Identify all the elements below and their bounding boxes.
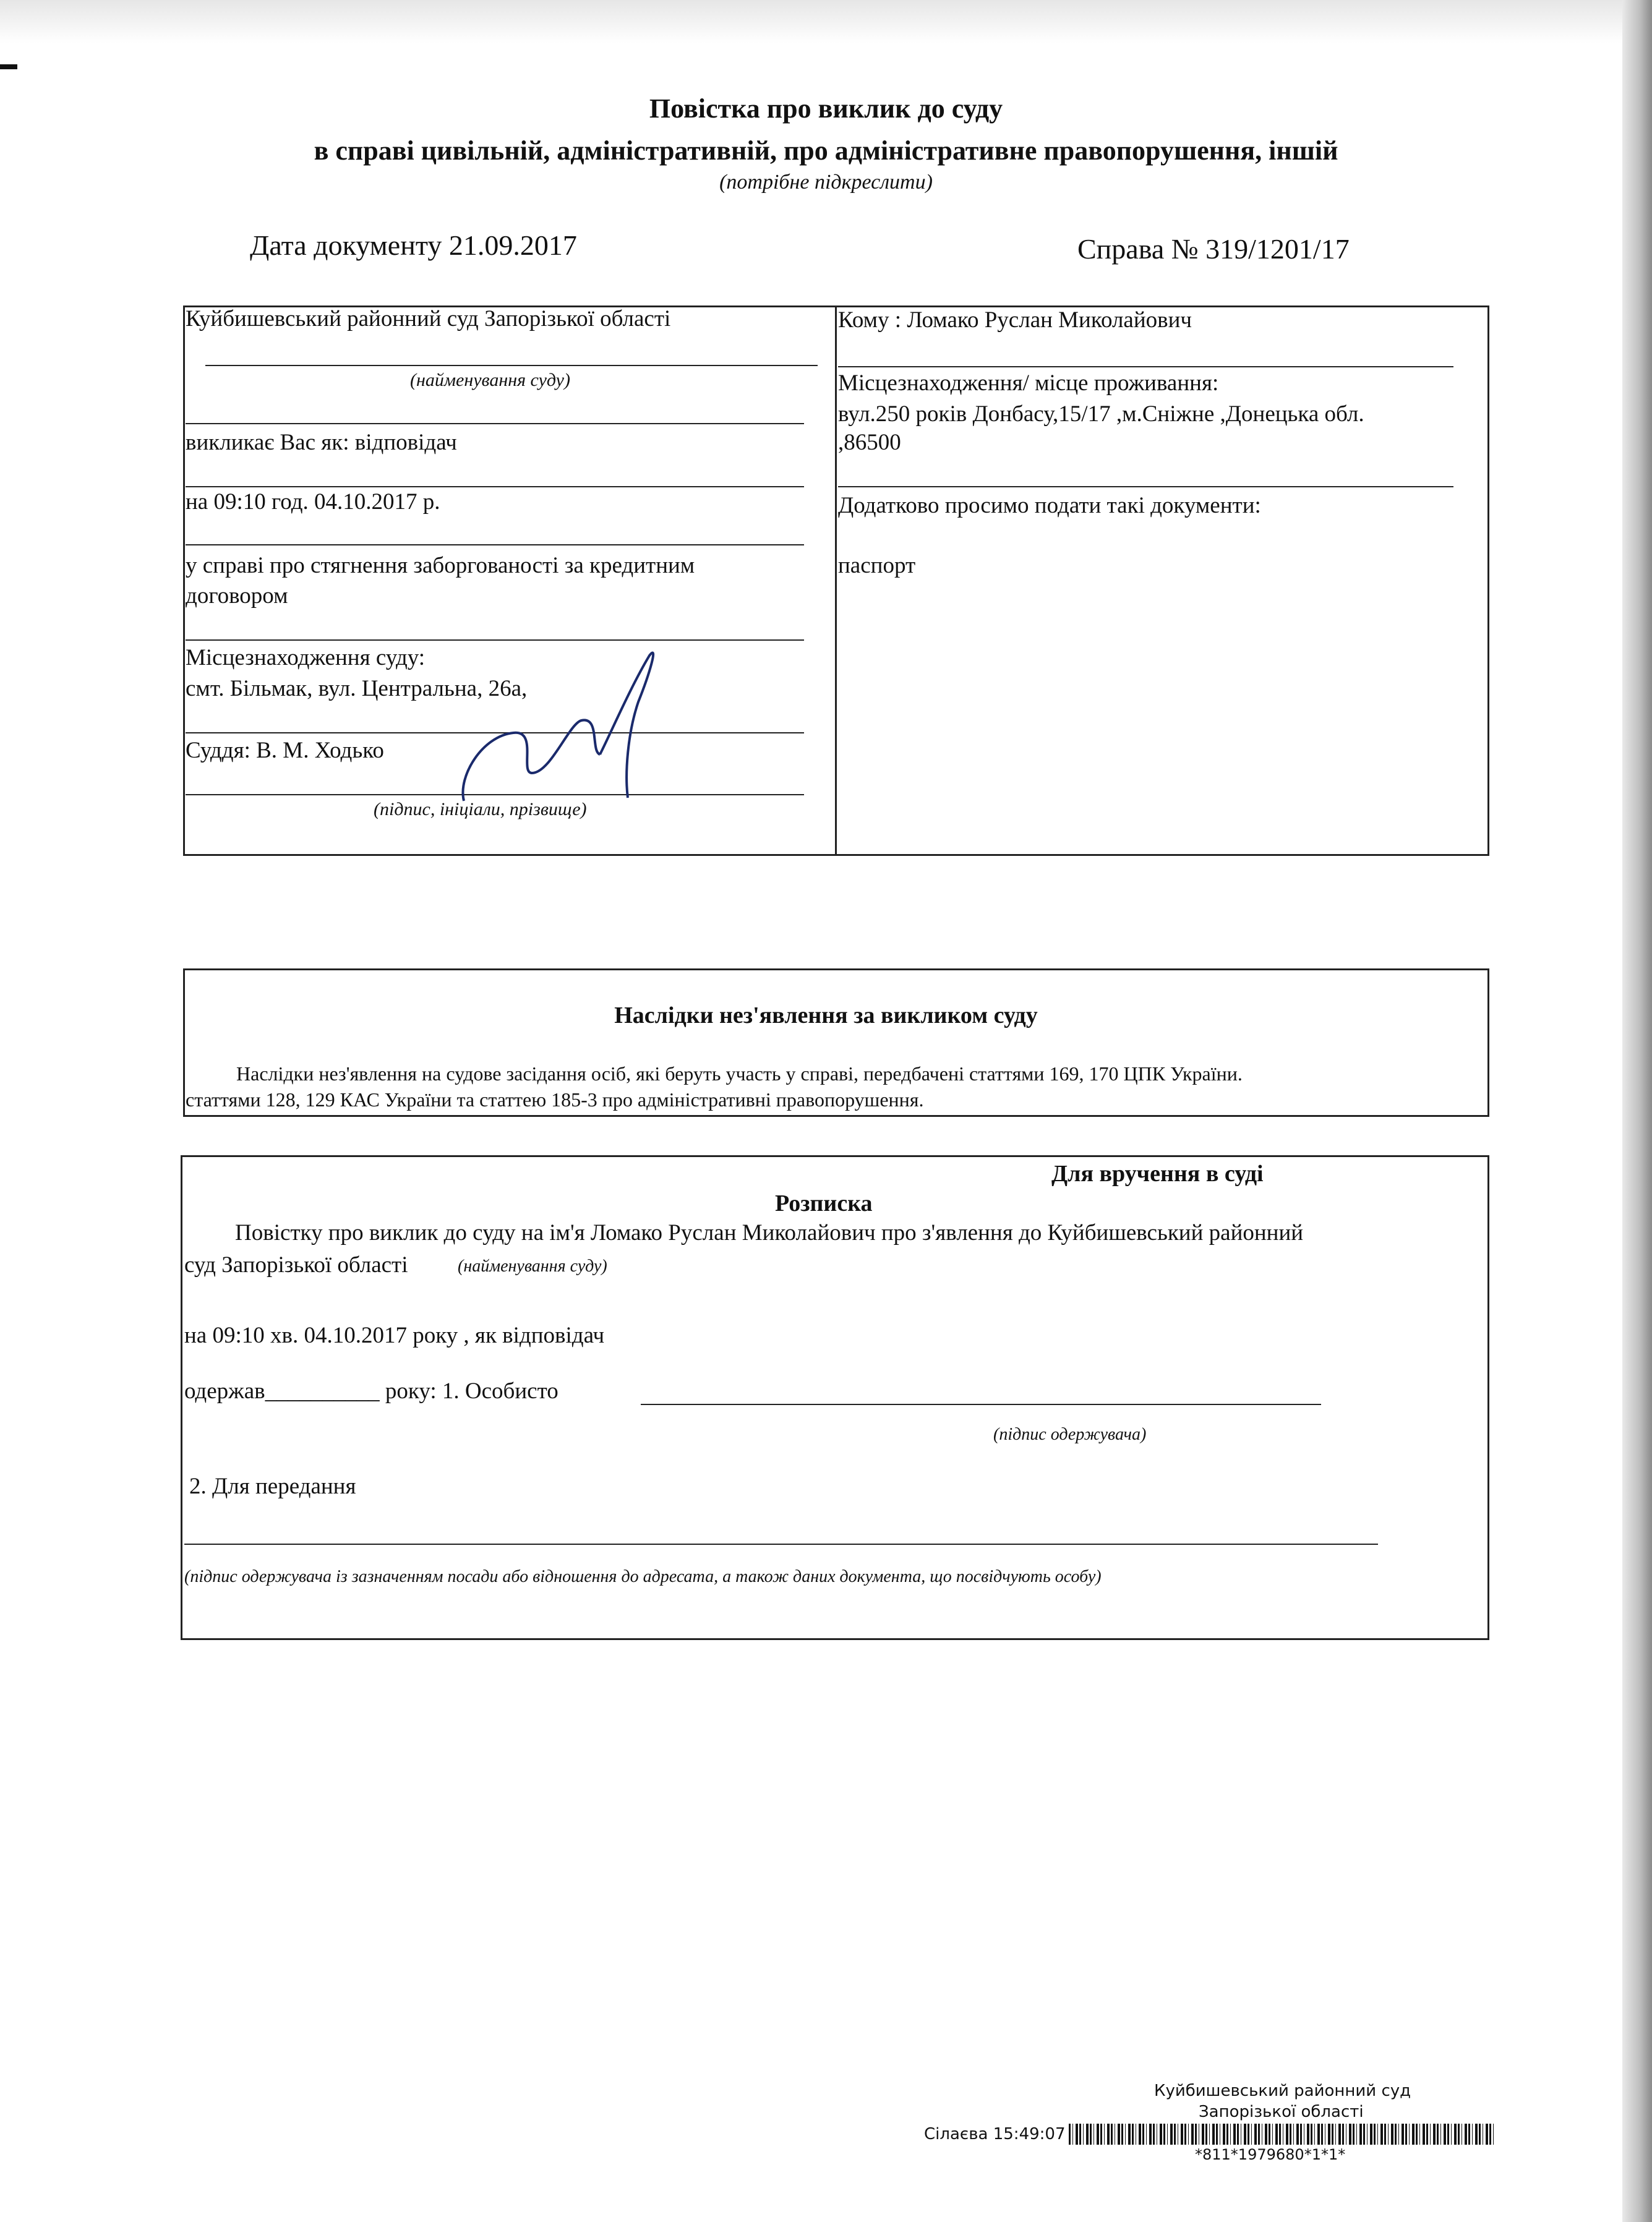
transfer-caption: (підпис одержувача із зазначенням посади або відношення до адресата, а також даних документа, що посвідчують особу) (184, 1567, 1102, 1586)
scan-top-shade (0, 0, 1652, 43)
summons-role: викликає Вас як: відповідач (186, 430, 457, 455)
case-subject-line1: у справі про стягнення заборгованості за кредитним (186, 553, 695, 578)
rule-1 (186, 423, 804, 424)
judge-name: Суддя: В. М. Ходько (186, 738, 384, 763)
barcode-number: *811*1979680*1*1* (1195, 2146, 1346, 2163)
rule-r2 (838, 486, 1453, 487)
court-location-value: смт. Більмак, вул. Центральна, 26а, (186, 676, 528, 701)
judge-signature (445, 643, 668, 829)
residence-line2: ,86500 (838, 430, 901, 455)
stamp-court-line2: Запорізької області (1199, 2103, 1364, 2121)
hearing-time: на 09:10 год. 04.10.2017 р. (186, 489, 440, 515)
rule-2 (186, 486, 804, 487)
scan-corner-mark (0, 64, 17, 69)
recipient-name: Кому : Ломако Руслан Миколайович (838, 307, 1192, 333)
consequences-line2: статтями 128, 129 КАС України та статтею 185-3 про адміністративні правопорушення. (186, 1088, 924, 1111)
documents-value: паспорт (838, 553, 916, 578)
transfer-signature-line (184, 1544, 1378, 1545)
stamp-court-line1: Куйбишевський районний суд (1154, 2082, 1411, 2100)
case-subject-line2: договором (186, 583, 288, 609)
court-location-label: Місцезнаходження суду: (186, 645, 426, 670)
scan-right-edge (1622, 0, 1652, 2222)
residence-label: Місцезнаходження/ місце проживання: (838, 370, 1219, 396)
transfer-label: 2. Для передання (189, 1474, 356, 1499)
receipt-time: на 09:10 хв. 04.10.2017 року , як відповідач (184, 1323, 605, 1348)
received-line: одержав__________ року: 1. Особисто (184, 1378, 559, 1404)
signature-caption: (підпис, ініціали, прізвище) (374, 799, 587, 819)
personal-signature-line (641, 1404, 1321, 1405)
recipient-signature-caption: (підпис одержувача) (993, 1425, 1147, 1444)
rule-4 (186, 639, 804, 641)
document-date: Дата документу 21.09.2017 (250, 229, 577, 261)
rule-r1 (838, 366, 1453, 367)
court-name-line (205, 365, 818, 366)
rule-3 (186, 544, 804, 545)
column-divider (835, 306, 837, 856)
receipt-line1: Повістку про виклик до суду на ім'я Ломако Руслан Миколайович про з'явлення до Куйбишевський районний (235, 1220, 1304, 1246)
receipt-court-caption: (найменування суду) (458, 1257, 607, 1276)
for-court-label: Для вручення в суді (1051, 1161, 1264, 1187)
consequences-title: Наслідки нез'явлення за викликом суду (614, 1002, 1038, 1028)
title-note: (потрібне підкреслити) (719, 171, 933, 194)
receipt-court-name: суд Запорізької області (184, 1252, 408, 1278)
barcode (1069, 2124, 1496, 2145)
document-subtitle: в справі цивільній, адміністративній, про адміністративне правопорушення, іншій (314, 135, 1338, 166)
consequences-line1: Наслідки нез'явлення на судове засідання осіб, які беруть участь у справі, передбачені статтями 169, 170 ЦПК України. (236, 1062, 1243, 1085)
documents-label: Додатково просимо подати такі документи: (838, 493, 1261, 518)
residence-line1: вул.250 років Донбасу,15/17 ,м.Сніжне ,Донецька обл. (838, 401, 1364, 427)
document-title: Повістка про виклик до суду (649, 93, 1003, 124)
court-name: Куйбишевський районний суд Запорізької області (186, 306, 671, 331)
receipt-title: Розписка (775, 1190, 873, 1216)
case-number: Справа № 319/1201/17 (1077, 233, 1350, 265)
stamp-clerk-time: Сілаєва 15:49:07 (924, 2125, 1066, 2143)
court-name-caption: (найменування суду) (410, 370, 570, 390)
